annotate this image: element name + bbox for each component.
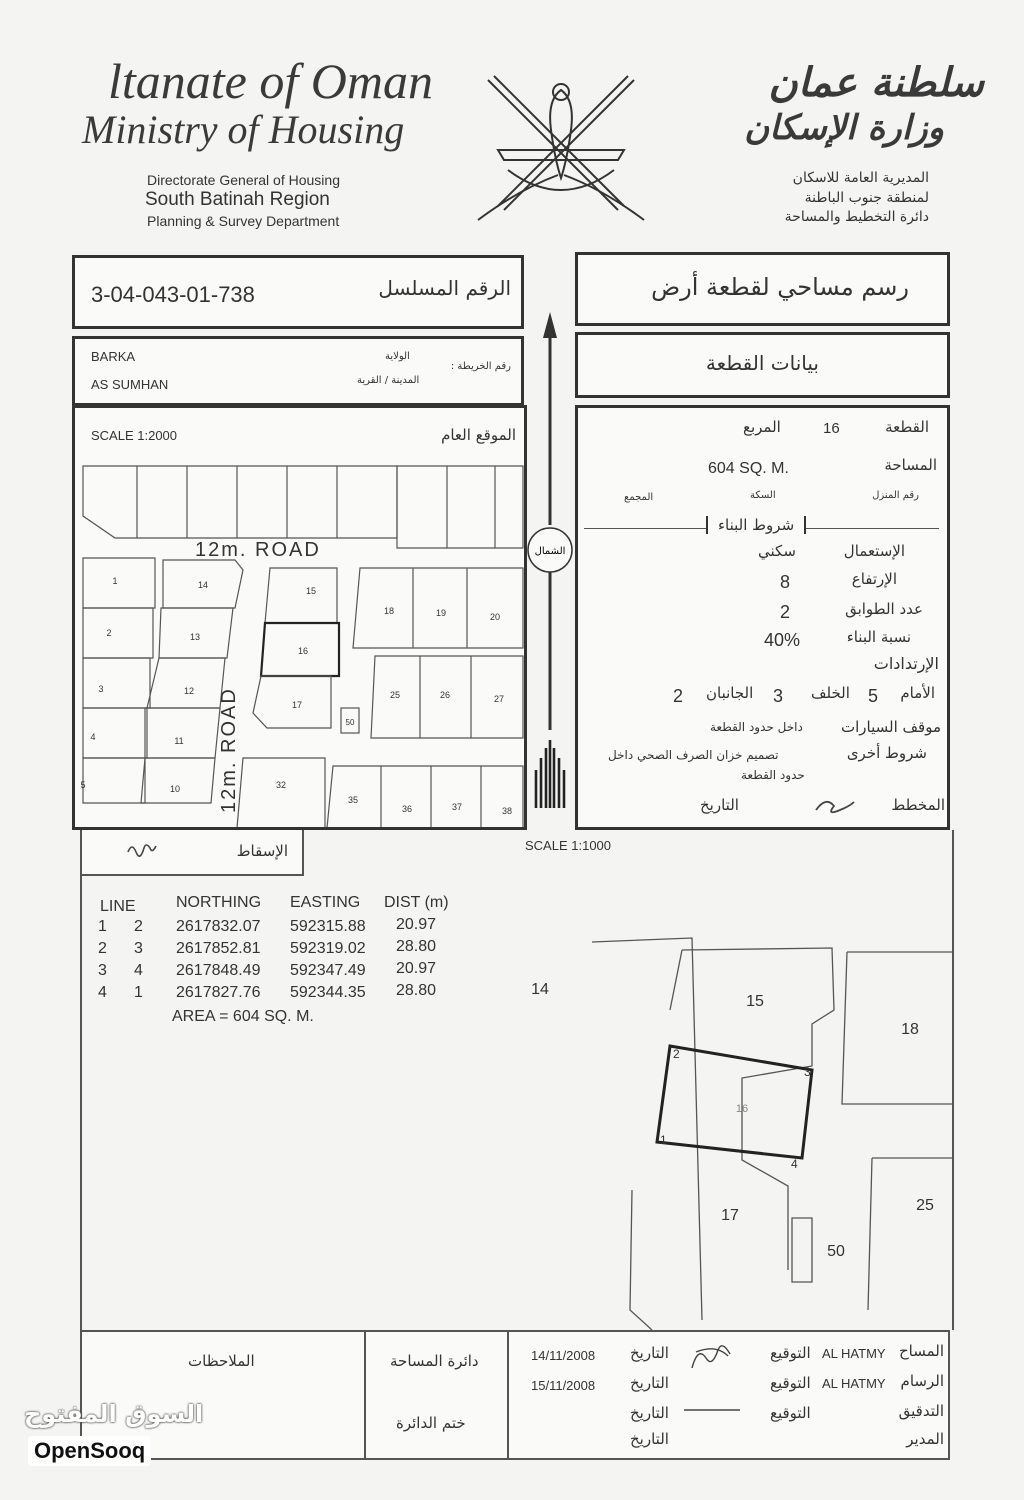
sides-label: الجانبان [706,684,754,702]
town-label: المدينة / القرية [357,375,420,386]
drafter-label: الرسام [900,1372,944,1390]
site-plot-label: 5 [80,780,86,790]
header-dept-en-2: South Batinah Region [145,189,330,210]
corner-label: 2 [673,1047,680,1061]
date-label-3: التاريخ [630,1404,669,1422]
date-1-value: 14/11/2008 [531,1348,596,1363]
map-no-label: رقم الخريطة : [450,361,511,372]
header-dept-en-3: Planning & Survey Department [147,213,340,229]
site-plot-label: 25 [389,690,401,700]
date-label-2: التاريخ [630,1374,669,1392]
coord-row-to: 4 [134,962,143,979]
conditions-title: شروط البناء [706,516,806,534]
setbacks-label: الإرتدادات [873,654,939,673]
site-plot-label: 32 [275,780,287,790]
site-plot-label: 17 [291,700,303,710]
planner-date-label: التاريخ [700,796,739,814]
site-plot-label: 10 [169,784,181,794]
site-plot-label: 20 [489,612,501,622]
back-value: 3 [773,686,784,706]
checker-signature [682,1404,742,1416]
coord-header-northing: NORTHING [176,894,262,911]
ratio-label: نسبة البناء [846,628,911,646]
site-plot-label: 36 [401,804,413,814]
surveyor-label: المساح [898,1342,944,1360]
corner-label: 3 [804,1065,811,1079]
site-plot-label: 15 [305,586,317,596]
header-dept-ar-1: المديرية العامة للاسكان [792,170,929,186]
coord-row-northing: 2617832.07 [176,918,261,935]
coord-row-from: 1 [98,918,107,935]
other-label: شروط أخرى [846,744,927,762]
site-plot-label: 18 [383,606,395,616]
floors-label: عدد الطوابق [845,600,923,618]
plot-section-title: بيانات القطعة [705,351,819,375]
site-map-road-h: 12m. ROAD [195,539,321,561]
checker-label: التدقيق [898,1402,944,1420]
header-dept-ar-3: دائرة التخطيط والمساحة [784,209,929,225]
surveyor-name: AL HATMY [822,1346,886,1361]
site-plot-label: 11 [174,736,184,746]
house-no-label: رقم المنزل [872,490,919,501]
other-value-1: تصميم خزان الصرف الصحي داخل [608,748,779,762]
doc-title: رسم مساحي لقطعة أرض [651,273,909,301]
doc-title-box [575,252,950,326]
header-title-ar-2: وزارة الإسكان [744,108,944,148]
parcel-plot-label: 14 [531,981,549,998]
north-label: الشمال [534,546,566,557]
parking-label: موقف السيارات [841,718,941,736]
coord-row-dist: 20.97 [396,960,437,977]
plot-section-title-box [575,332,950,398]
date-label-4: التاريخ [630,1430,669,1448]
site-plot-label: 1 [112,576,118,586]
area-label: المساحة [884,456,937,474]
coord-row-easting: 592315.88 [290,918,366,935]
coord-row-to: 2 [134,918,143,935]
header-title-en-1: ltanate of Oman [108,53,433,109]
height-label: الإرتفاع [851,570,897,588]
ratio-value: 40% [764,630,801,650]
site-plot-label: 37 [451,802,463,812]
site-plot-label: 35 [347,795,359,805]
coord-row-easting: 592319.02 [290,940,366,957]
planner-label: المخطط [891,796,945,814]
serial-box [72,255,524,329]
projection-scale: SCALE 1:1000 [525,838,612,853]
footer-divider-2 [507,1332,509,1458]
coord-row-dist: 28.80 [396,982,437,999]
oman-emblem-icon [468,70,654,230]
wilaya-label: الولاية [385,351,410,362]
parcel-plot-label: 17 [721,1207,739,1224]
town-value: AS SUMHAN [91,377,169,392]
serial-value: 3-04-043-01-738 [91,282,255,307]
front-value: 5 [868,686,879,706]
coord-header-line: LINE [100,898,136,915]
header-title-en-2: Ministry of Housing [82,107,405,152]
header-title-ar-1: سلطنة عمان [768,60,984,106]
floors-value: 2 [780,602,791,622]
site-plot-label: 2 [106,628,112,638]
site-plot-label: 50 [345,718,355,727]
block-label: المربع [743,418,781,436]
coord-row-from: 4 [98,984,107,1001]
site-plot-label: 16 [297,646,309,656]
date-label-1: التاريخ [630,1344,669,1362]
coord-row-northing: 2617848.49 [176,962,261,979]
use-label: الإستعمال [843,542,905,560]
parcel-plot-label: 25 [916,1197,934,1214]
coord-area: AREA = 604 SQ. M. [172,1008,314,1025]
projection-title-box [82,830,304,876]
parcel-plot-label: 50 [827,1243,845,1260]
projection-title: الإسقاط [236,842,288,860]
front-label: الأمام [900,684,935,702]
header-dept-en-1: Directorate General of Housing [147,172,340,188]
site-plot-label: 4 [90,732,96,742]
site-plot-label: 27 [493,694,505,704]
coord-header-easting: EASTING [290,894,361,911]
use-value: سكني [758,542,796,560]
site-map-title: الموقع العام [441,426,516,444]
parcel-plot-label: 16 [735,1103,749,1115]
coord-row-northing: 2617852.81 [176,940,261,957]
coord-row-from: 2 [98,940,107,957]
watermark-en: OpenSooq [28,1436,151,1466]
sign-label-2: التوقيع [770,1374,811,1392]
coord-row-dist: 20.97 [396,916,437,933]
site-plot-label: 26 [439,690,451,700]
other-value-2: حدود القطعة [741,768,805,782]
footer [80,1330,950,1460]
height-value: 8 [780,572,791,592]
corner-label: 4 [791,1157,798,1171]
survey-dept-label: دائرة المساحة [390,1352,479,1370]
site-map-road-v: 12m. ROAD [218,687,240,813]
planner-signature [810,794,858,818]
coord-row-easting: 592347.49 [290,962,366,979]
manager-label: المدير [906,1430,944,1448]
sign-label-1: التوقيع [770,1344,811,1362]
sides-value: 2 [673,686,684,706]
site-map-box [72,405,527,830]
site-plot-label: 14 [197,580,209,590]
parcel-plot-label: 15 [746,993,764,1010]
site-plot-label: 12 [183,686,195,696]
complex-label: المجمع [624,492,654,503]
dept-stamp-label: ختم الدائرة [396,1414,466,1432]
plot-number: 16 [823,420,840,437]
coord-row-to: 3 [134,940,143,957]
date-2-value: 15/11/2008 [531,1378,596,1393]
serial-label: الرقم المسلسل [378,276,511,300]
site-plot-label: 13 [189,632,201,642]
footer-divider-1 [364,1332,366,1458]
coord-row-dist: 28.80 [396,938,437,955]
north-arrow [527,310,577,815]
parcel-16-outline [657,1046,812,1158]
site-plot-label: 3 [98,684,104,694]
plot-label: القطعة [885,418,929,436]
parcel-drawing [512,890,952,1330]
sign-label-3: التوقيع [770,1404,811,1422]
site-map [75,458,527,830]
north-arrow-icon [528,312,572,808]
drafter-name: AL HATMY [822,1376,886,1391]
projection-area [80,830,954,1330]
site-map-scale: SCALE 1:2000 [91,428,178,443]
street-label: السكة [750,490,776,501]
location-box [72,336,524,406]
header-dept-ar-2: لمنطقة جنوب الباطنة [804,190,929,206]
notes-label: الملاحظات [188,1352,255,1370]
coord-row-to: 1 [134,984,143,1001]
parking-value: داخل حدود القطعة [710,720,803,734]
parcel-plot-label: 18 [901,1021,919,1038]
coord-row-northing: 2617827.76 [176,984,261,1001]
coord-header-dist: DIST (m) [384,894,449,911]
site-plot-label: 19 [435,608,447,618]
coord-row-from: 3 [98,962,107,979]
site-plot-label: 38 [501,806,513,816]
projection-initials [124,840,160,864]
wilaya-value: BARKA [91,349,136,364]
watermark-ar: السوق المفتوح [24,1400,204,1428]
area-value: 604 SQ. M. [708,460,789,477]
corner-label: 1 [660,1133,667,1147]
back-label: الخلف [811,684,850,702]
coord-row-easting: 592344.35 [290,984,366,1001]
plot-data-box [575,405,950,830]
surveyor-signature [686,1338,738,1378]
